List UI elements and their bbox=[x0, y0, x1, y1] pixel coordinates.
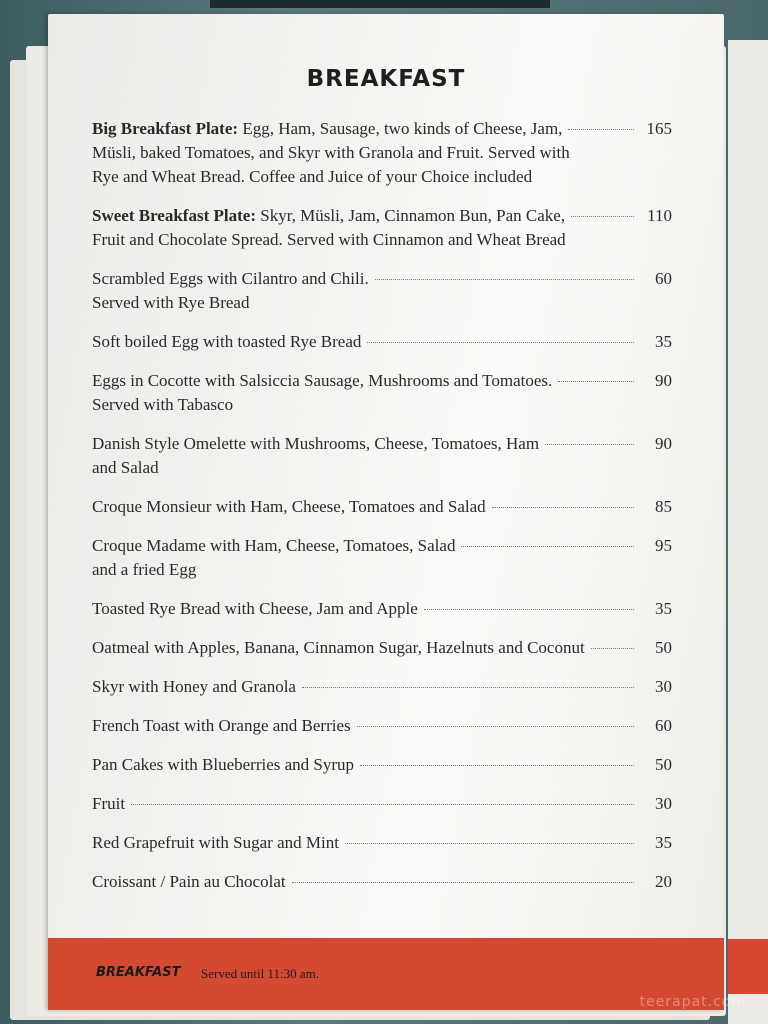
item-text: Fruit bbox=[92, 794, 126, 813]
dot-leader bbox=[571, 216, 634, 217]
item-name: Big Breakfast Plate: bbox=[92, 119, 239, 138]
dot-leader bbox=[424, 609, 634, 610]
dot-leader bbox=[375, 279, 634, 280]
menu-item bbox=[92, 495, 672, 519]
item-text bbox=[92, 117, 562, 141]
item-price: 165 bbox=[646, 119, 672, 138]
item-price: 95 bbox=[655, 536, 672, 555]
item-price: 50 bbox=[655, 638, 672, 657]
item-price: 85 bbox=[655, 497, 672, 516]
menu-page bbox=[48, 14, 724, 1010]
menu-item-sweet-breakfast-plate bbox=[92, 204, 672, 252]
menu-item bbox=[92, 870, 672, 894]
menu-item bbox=[92, 675, 672, 699]
item-description-line: Served with Rye Bread bbox=[92, 293, 250, 312]
item-name: Sweet Breakfast Plate: bbox=[92, 206, 256, 225]
item-price: 60 bbox=[655, 269, 672, 288]
dot-leader bbox=[568, 129, 634, 130]
menu-item bbox=[92, 534, 672, 582]
dot-leader bbox=[302, 687, 634, 688]
dot-leader bbox=[558, 381, 634, 382]
dot-leader bbox=[461, 546, 634, 547]
dot-leader bbox=[492, 507, 634, 508]
menu-list bbox=[92, 117, 672, 909]
item-price: 90 bbox=[655, 371, 672, 390]
menu-item bbox=[92, 432, 672, 480]
item-text: Scrambled Eggs with Cilantro and Chili. bbox=[92, 269, 369, 288]
item-description-line: and Salad bbox=[92, 458, 159, 477]
item-description-line: and a fried Egg bbox=[92, 560, 197, 579]
item-price: 35 bbox=[655, 833, 672, 852]
item-text: Pan Cakes with Blueberries and Syrup bbox=[92, 755, 355, 774]
menu-item bbox=[92, 597, 672, 621]
dot-leader bbox=[292, 882, 634, 883]
menu-item bbox=[92, 753, 672, 777]
footer-band bbox=[48, 938, 724, 1010]
item-price: 35 bbox=[655, 599, 672, 618]
next-page-footer-band bbox=[728, 939, 768, 994]
menu-item bbox=[92, 267, 672, 315]
menu-item-big-breakfast-plate bbox=[92, 117, 672, 189]
item-price: 20 bbox=[655, 872, 672, 891]
menu-item bbox=[92, 792, 672, 816]
menu-item bbox=[92, 714, 672, 738]
dot-leader bbox=[345, 843, 634, 844]
next-menu-page bbox=[728, 40, 768, 1024]
watermark: teerapat.com bbox=[639, 994, 746, 1010]
background-object bbox=[210, 0, 550, 8]
menu-item bbox=[92, 369, 672, 417]
item-text: Toasted Rye Bread with Cheese, Jam and Apple bbox=[92, 599, 418, 618]
item-text: Red Grapefruit with Sugar and Mint bbox=[92, 833, 339, 852]
dot-leader bbox=[591, 648, 634, 649]
item-description-line: Rye and Wheat Bread. Coffee and Juice of your Choice included bbox=[92, 167, 533, 186]
item-description: Egg, Ham, Sausage, two kinds of Cheese, Jam, bbox=[238, 119, 563, 138]
item-text: Croque Madame with Ham, Cheese, Tomatoes, Salad bbox=[92, 536, 456, 555]
item-price: 110 bbox=[647, 206, 672, 225]
dot-leader bbox=[545, 444, 634, 445]
item-text: Danish Style Omelette with Mushrooms, Cheese, Tomatoes, Ham bbox=[92, 434, 540, 453]
item-text: Eggs in Cocotte with Salsiccia Sausage, Mushrooms and Tomatoes. bbox=[92, 371, 553, 390]
menu-item bbox=[92, 636, 672, 660]
footer-note: Served until 11:30 am. bbox=[201, 966, 319, 981]
dot-leader bbox=[360, 765, 634, 766]
item-description: Skyr, Müsli, Jam, Cinnamon Bun, Pan Cake, bbox=[255, 206, 566, 225]
item-price: 50 bbox=[655, 755, 672, 774]
item-description-line: Fruit and Chocolate Spread. Served with Cinnamon and Wheat Bread bbox=[92, 230, 566, 249]
dot-leader bbox=[131, 804, 634, 805]
menu-item bbox=[92, 831, 672, 855]
menu-item bbox=[92, 330, 672, 354]
page-title: BREAKFAST bbox=[306, 66, 466, 92]
item-price: 30 bbox=[655, 677, 672, 696]
item-price: 35 bbox=[655, 332, 672, 351]
footer-title: BREAKFAST bbox=[96, 965, 181, 980]
item-description-line: Served with Tabasco bbox=[92, 395, 234, 414]
item-text: Skyr with Honey and Granola bbox=[92, 677, 296, 696]
item-price: 30 bbox=[655, 794, 672, 813]
item-text: Soft boiled Egg with toasted Rye Bread bbox=[92, 332, 362, 351]
dot-leader bbox=[357, 726, 634, 727]
item-text bbox=[92, 204, 565, 228]
item-text: Croque Monsieur with Ham, Cheese, Tomatoes and Salad bbox=[92, 497, 486, 516]
item-text: French Toast with Orange and Berries bbox=[92, 716, 351, 735]
item-text: Croissant / Pain au Chocolat bbox=[92, 872, 286, 891]
dot-leader bbox=[367, 342, 634, 343]
item-text: Oatmeal with Apples, Banana, Cinnamon Sugar, Hazelnuts and Coconut bbox=[92, 638, 585, 657]
item-price: 60 bbox=[655, 716, 672, 735]
item-price: 90 bbox=[655, 434, 672, 453]
item-description-line: Müsli, baked Tomatoes, and Skyr with Granola and Fruit. Served with bbox=[92, 143, 570, 162]
